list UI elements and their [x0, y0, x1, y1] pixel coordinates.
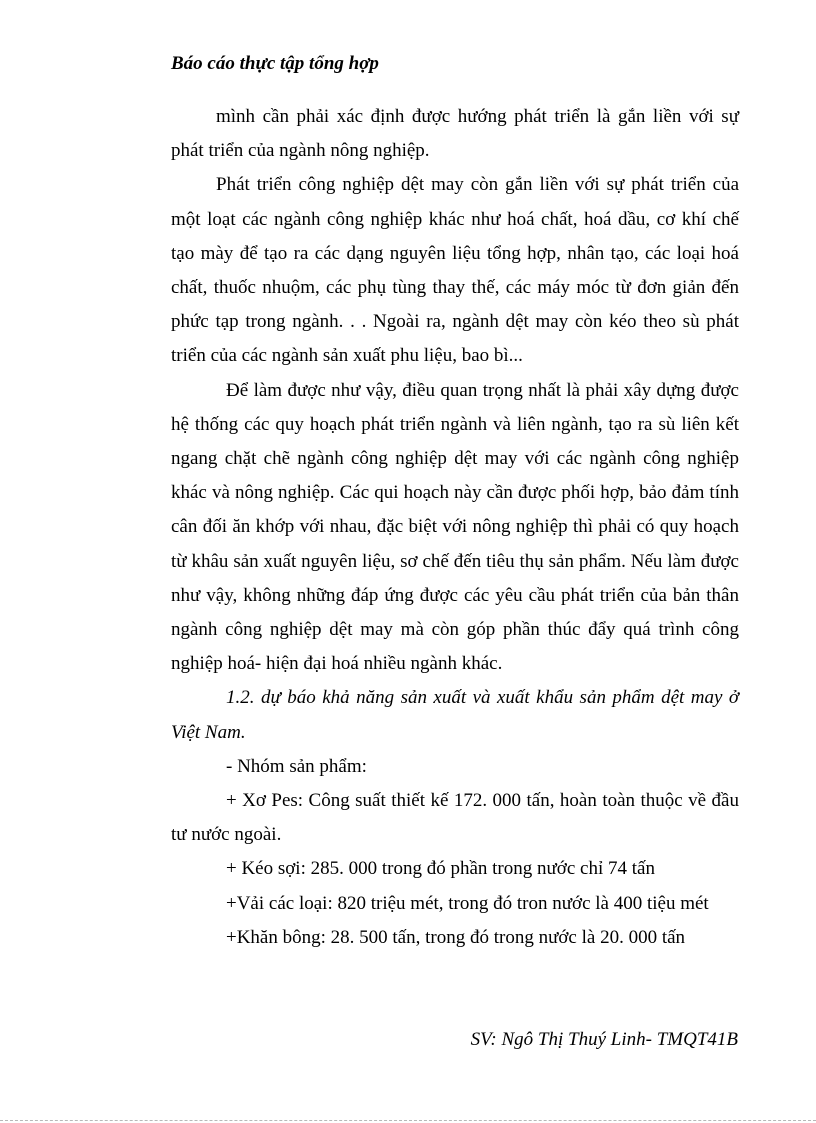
product-item: + Kéo sợi: 285. 000 trong đó phần trong nước chỉ 74 tấn	[226, 858, 655, 880]
document-body	[171, 100, 739, 955]
body-paragraph: Để làm được như vậy, điều quan trọng nhất là phải xây dựng được hệ thống các quy hoạch phát triển ngành và liên ngành, tạo ra sù liên kết ngang chặt chẽ ngành công nghiệp dệt may với các ngành công nghiệp khác và nông nghiệp. Các qui hoạch này cần được phối hợp, bảo đảm tính cân đối ăn khớp với nhau, đặc biệt với nông nghiệp thì phải có quy hoạch từ khâu sản xuất nguyên liệu, sơ chế đến tiêu thụ sản phẩm. Nếu làm được như vậy, không những đáp ứng được các yêu cầu phát triển của bản thân ngành công nghiệp dệt may mà còn góp phần thúc đẩy quá trình công nghiệp hoá- hiện đại hoá nhiều ngành khác.	[171, 379, 739, 675]
product-item: + Xơ Pes: Công suất thiết kế 172. 000 tấn, hoàn toàn thuộc về đầu tư nước ngoài.	[171, 790, 739, 846]
page-header-title: Báo cáo thực tập tổng hợp	[171, 53, 379, 74]
product-item: +Vải các loại: 820 triệu mét, trong đó tron nước là 400 tiệu mét	[226, 892, 709, 914]
page-footer-author: SV: Ngô Thị Thuý Linh- TMQT41B	[470, 1029, 738, 1050]
section-heading: 1.2. dự báo khả năng sản xuất và xuất khẩu sản phẩm dệt may ở Việt Nam.	[171, 687, 739, 743]
product-group-label: - Nhóm sản phẩm:	[226, 755, 367, 777]
product-item: +Khăn bông: 28. 500 tấn, trong đó trong nước là 20. 000 tấn	[226, 926, 686, 948]
body-paragraph: mình cần phải xác định được hướng phát triển là gắn liền với sự phát triển của ngành nông nghiệp.	[171, 106, 739, 162]
page-bottom-divider	[0, 1120, 816, 1121]
body-paragraph: Phát triển công nghiệp dệt may còn gắn liền với sự phát triển của một loạt các ngành công nghiệp khác như hoá chất, hoá dầu, cơ khí chế tạo mày để tạo ra các dạng nguyên liệu tổng hợp, nhân tạo, các loại hoá chất, thuốc nhuộm, các phụ tùng thay thế, các máy móc từ đơn giản đến phức tạp trong ngành. . . Ngoài ra, ngành dệt may còn kéo theo sù phát triển của các ngành sản xuất phu liệu, bao bì...	[171, 174, 739, 367]
